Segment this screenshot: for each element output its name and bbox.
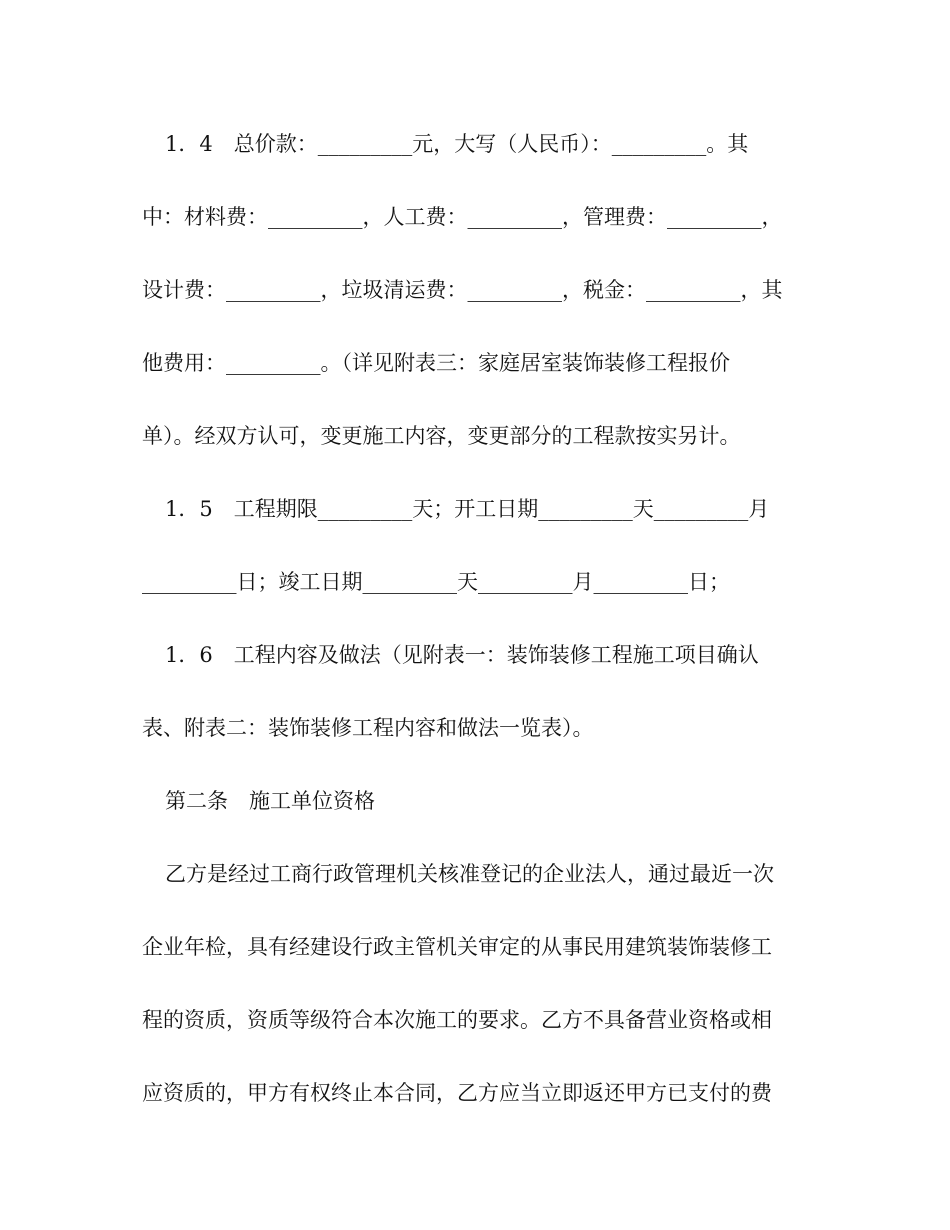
clause-1-5-completion-line: _________日；竣工日期_________天_________月_________日； xyxy=(142,570,730,594)
article-2-paragraph-line-2: 企业年检，具有经建设行政主管机关审定的从事民用建筑装饰装修工 xyxy=(142,935,772,959)
article-2-paragraph-line-4: 应资质的，甲方有权终止本合同，乙方应当立即返还甲方已支付的费 xyxy=(142,1081,772,1105)
clause-1-4-total-price-line: 1．4 总价款：_________元，大写（人民币）：_________。其 xyxy=(165,132,749,156)
article-2-heading: 第二条 施工单位资格 xyxy=(165,789,375,813)
clause-1-4-cost-breakdown-line: 中：材料费：_________，人工费：_________，管理费：_________， xyxy=(142,205,783,229)
clause-1-6-content-line: 1．6 工程内容及做法（见附表一：装饰装修工程施工项目确认 xyxy=(165,643,759,667)
clause-1-4-other-fees-line: 他费用：_________。（详见附表三：家庭居室装饰装修工程报价 xyxy=(142,351,730,375)
clause-1-5-duration-line: 1．5 工程期限_________天；开工日期_________天_________月 xyxy=(165,497,770,521)
article-2-paragraph-line-3: 程的资质，资质等级符合本次施工的要求。乙方不具备营业资格或相 xyxy=(142,1008,772,1032)
clause-1-4-fees-line: 设计费：_________，垃圾清运费：_________，税金：_________，其 xyxy=(142,278,783,302)
article-2-paragraph-line-1: 乙方是经过工商行政管理机关核准登记的企业法人，通过最近一次 xyxy=(165,862,774,886)
clause-1-6-attachments-line: 表、附表二：装饰装修工程内容和做法一览表）。 xyxy=(142,716,594,740)
clause-1-4-change-line: 单）。经双方认可，变更施工内容，变更部分的工程款按实另计。 xyxy=(142,424,741,448)
